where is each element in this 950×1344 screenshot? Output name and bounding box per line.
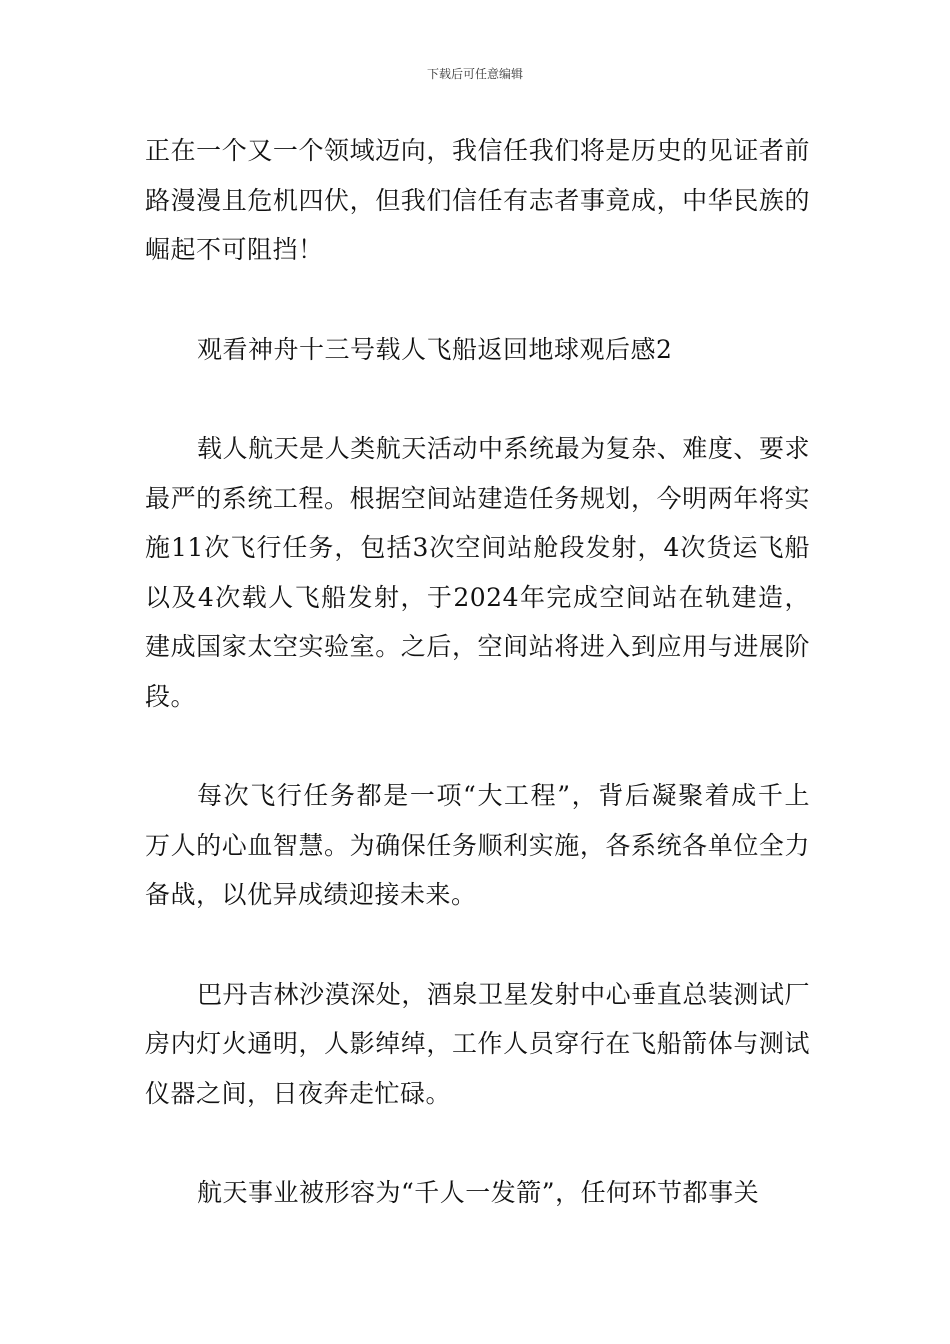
document-body — [145, 126, 810, 1218]
body-paragraph-4: 航天事业被形容为“千人一发箭”，任何环节都事关 — [197, 1178, 760, 1207]
download-note: 下载后可任意编辑 — [426, 67, 523, 81]
paragraph-gap — [145, 721, 810, 771]
paragraph-gap — [145, 920, 810, 970]
essay-title: 观看神舟十三号载人飞船返回地球观后感2 — [197, 334, 673, 364]
paragraph-gap — [145, 1118, 810, 1168]
body-paragraph-1: 载人航天是人类航天活动中系统最为复杂、难度、要求最严的系统工程。根据空间站建造任务规划，今明两年将实施11次飞行任务，包括3次空间站舱段发射，4次货运飞船以及4次载人飞船发射，于2024年完成空间站在轨建造，建成国家太空实验室。之后，空间站将进入到应用与进展阶段。 — [145, 434, 810, 711]
body-paragraph-3: 巴丹吉林沙漠深处，酒泉卫星发射中心垂直总装测试厂房内灯火通明，人影绰绰，工作人员穿行在飞船箭体与测试仪器之间，日夜奔走忙碌。 — [145, 979, 810, 1108]
body-paragraph-2: 每次飞行任务都是一项“大工程”，背后凝聚着成千上万人的心血智慧。为确保任务顺利实施，各系统各单位全力备战，以优异成绩迎接未来。 — [145, 781, 810, 909]
paragraph-gap — [145, 275, 810, 325]
continuation-paragraph: 正在一个又一个领域迈向，我信任我们将是历史的见证者前路漫漫且危机四伏，但我们信任有志者事竟成，中华民族的崛起不可阻挡！ — [145, 136, 810, 264]
paragraph-gap — [145, 374, 810, 424]
